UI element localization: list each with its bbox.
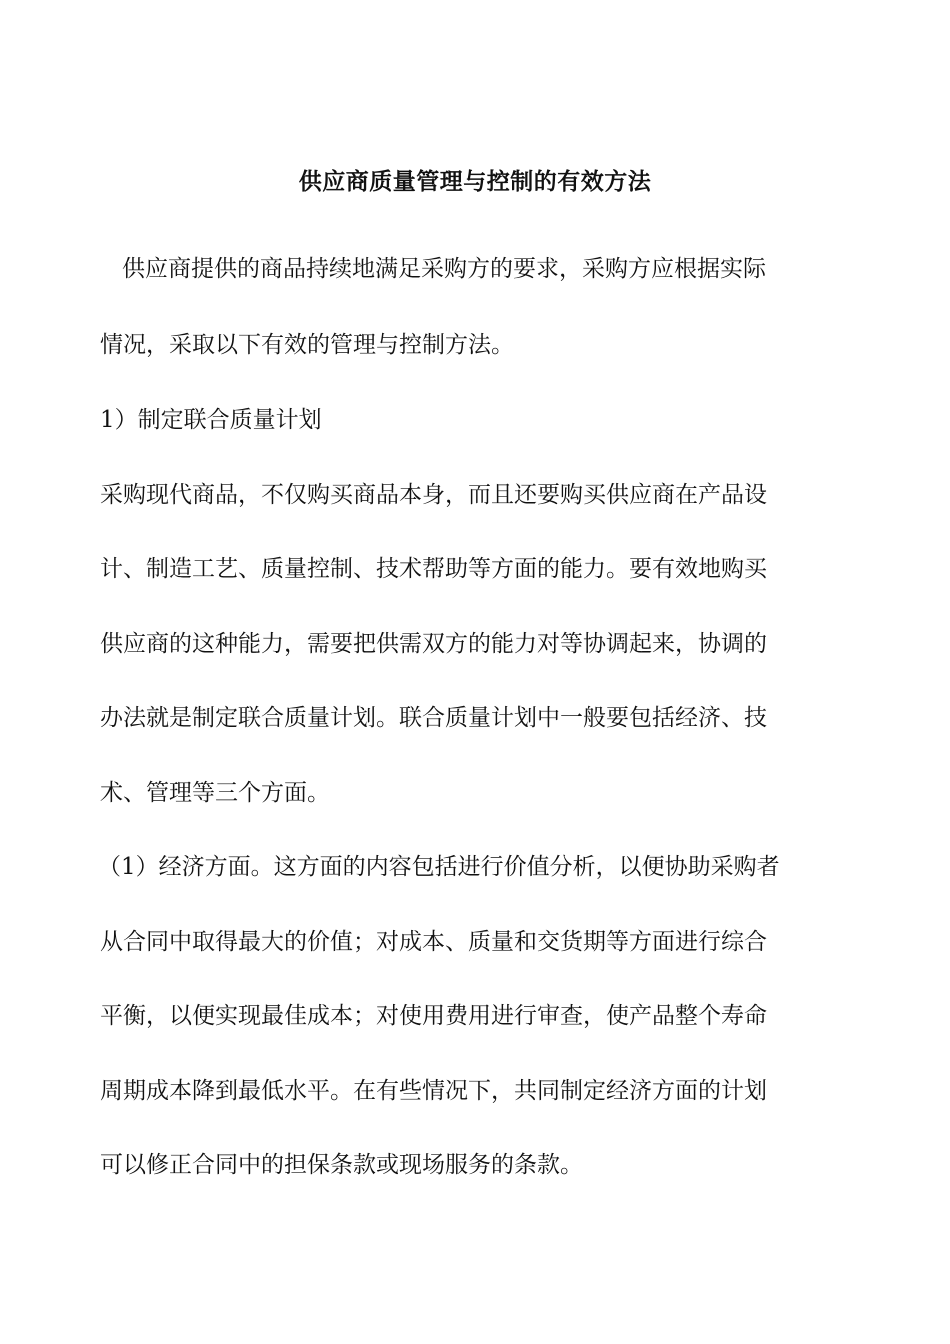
item-1-line-4: 周期成本降到最低水平。在有些情况下，共同制定经济方面的计划 bbox=[100, 1078, 767, 1104]
section-1-line-3: 供应商的这种能力，需要把供需双方的能力对等协调起来，协调的 bbox=[100, 631, 767, 657]
item-1-line-1: （1）经济方面。这方面的内容包括进行价值分析，以便协助采购者 bbox=[98, 854, 780, 880]
document-title: 供应商质量管理与控制的有效方法 bbox=[298, 168, 652, 195]
section-1-heading: 1）制定联合质量计划 bbox=[100, 407, 322, 433]
intro-line-1: 供应商提供的商品持续地满足采购方的要求，采购方应根据实际 bbox=[122, 256, 766, 282]
section-1-line-2: 计、制造工艺、质量控制、技术帮助等方面的能力。要有效地购买 bbox=[100, 556, 767, 582]
item-1-line-2: 从合同中取得最大的价值；对成本、质量和交货期等方面进行综合 bbox=[100, 929, 767, 955]
intro-line-2: 情况，采取以下有效的管理与控制方法。 bbox=[100, 332, 514, 358]
item-1-line-3: 平衡，以便实现最佳成本；对使用费用进行审查，使产品整个寿命 bbox=[100, 1003, 767, 1029]
section-1-line-1: 采购现代商品，不仅购买商品本身，而且还要购买供应商在产品设 bbox=[100, 482, 767, 508]
item-1-line-5: 可以修正合同中的担保条款或现场服务的条款。 bbox=[100, 1152, 583, 1178]
section-1-line-5: 术、管理等三个方面。 bbox=[100, 780, 330, 806]
section-1-line-4: 办法就是制定联合质量计划。联合质量计划中一般要包括经济、技 bbox=[100, 705, 767, 731]
